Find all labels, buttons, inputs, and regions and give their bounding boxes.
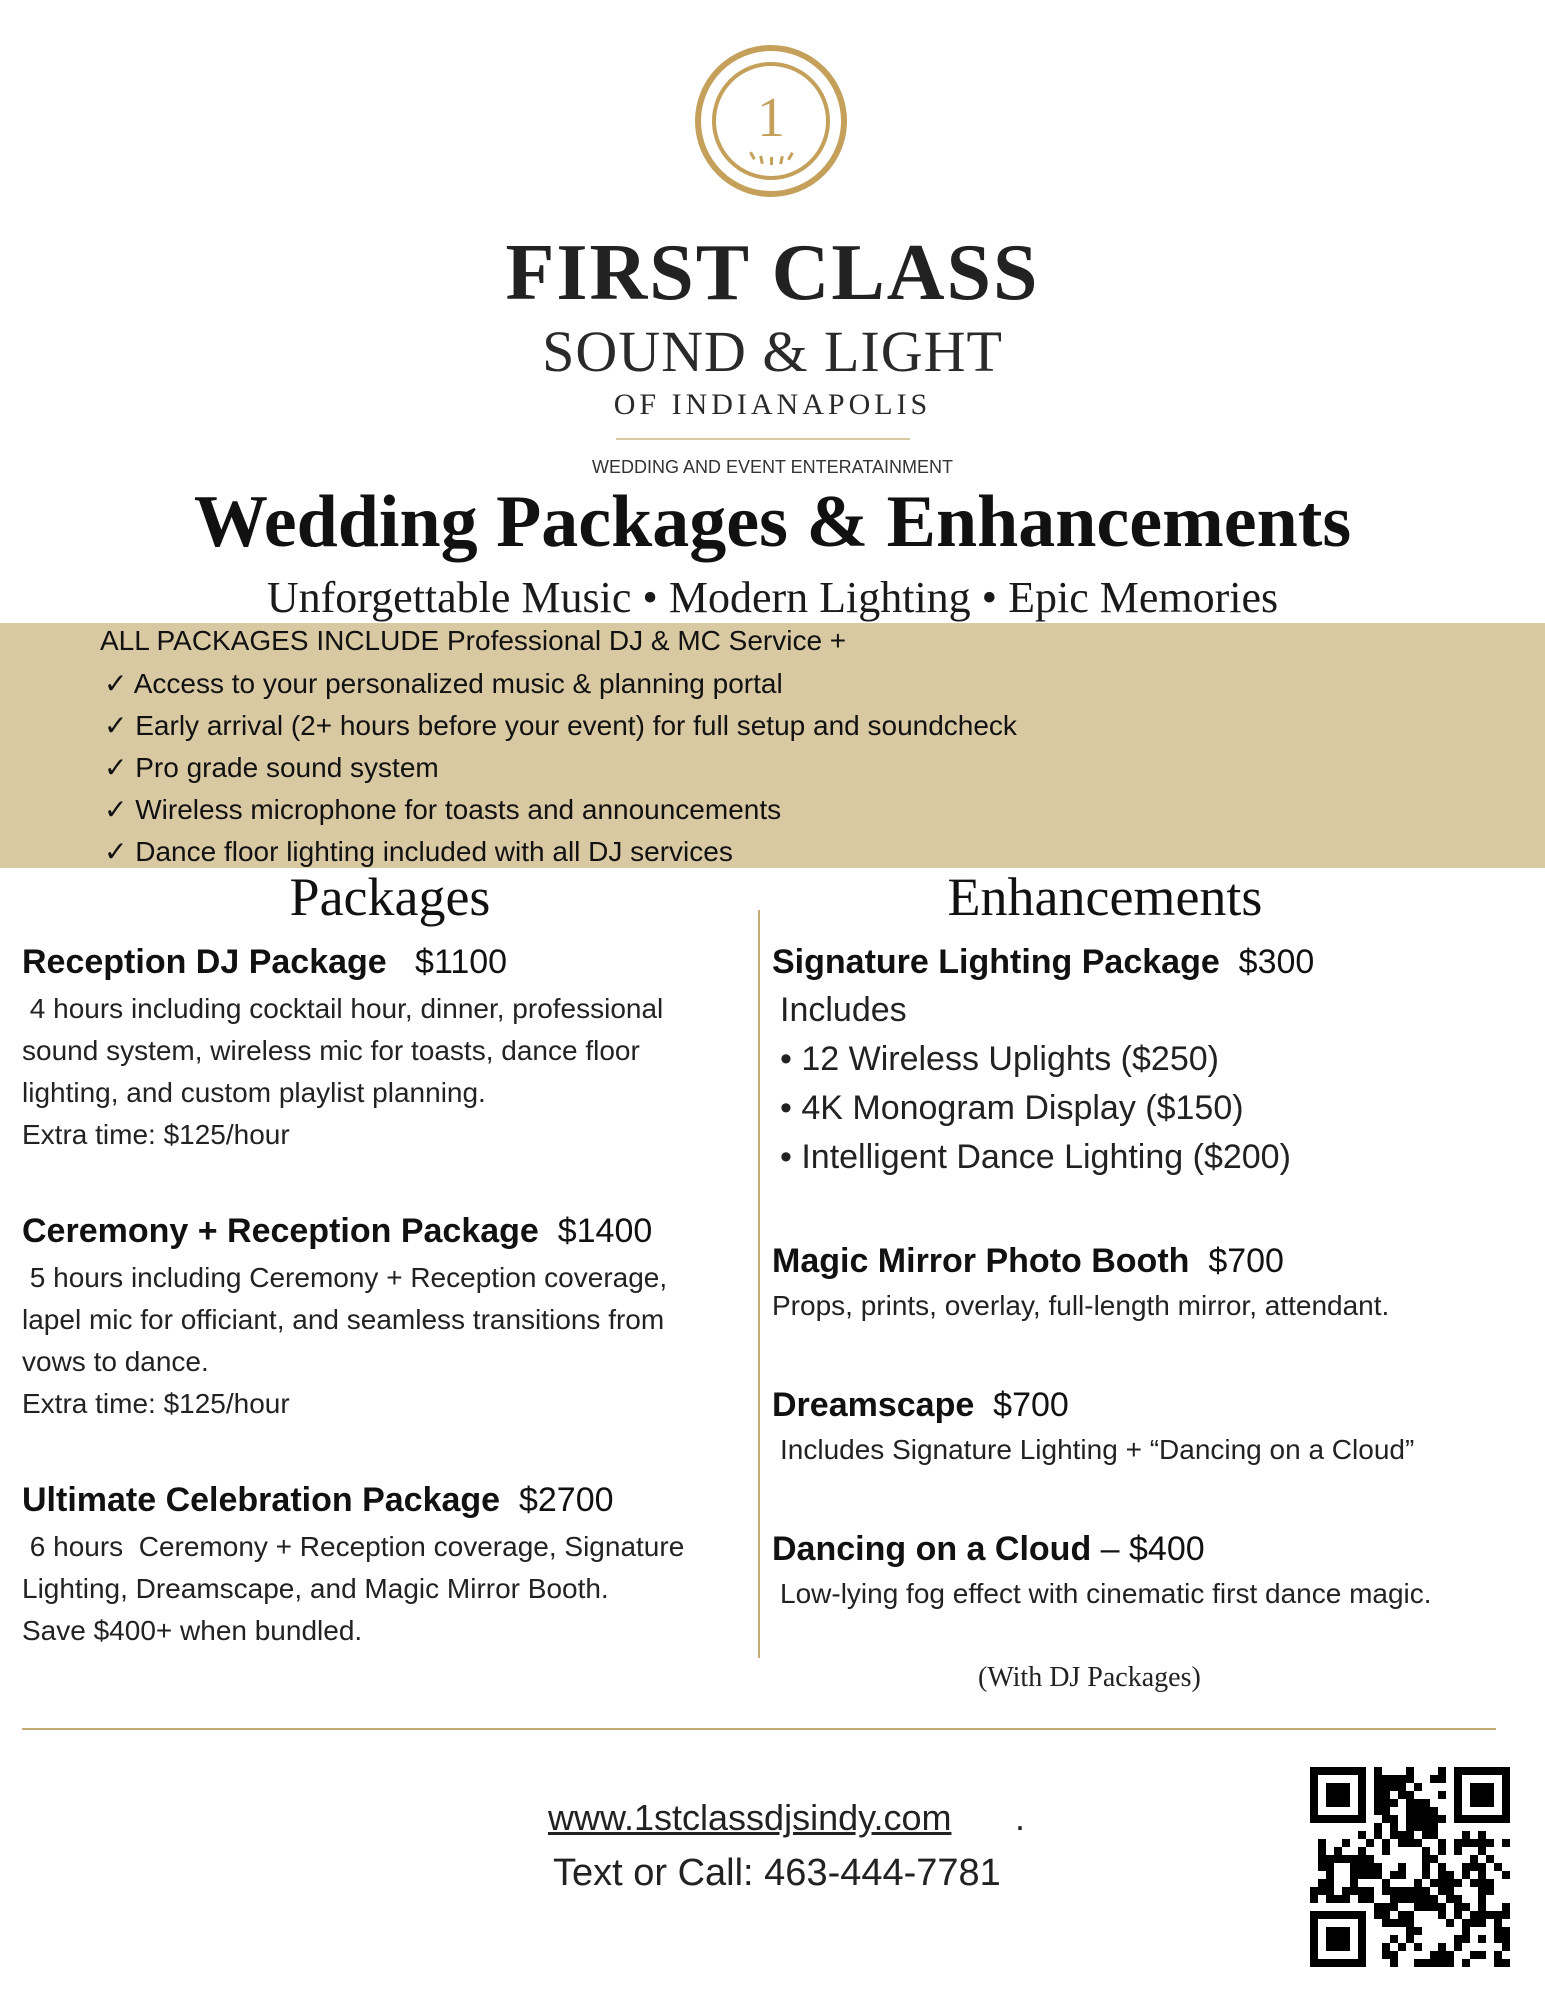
package-name: Ceremony + Reception Package [22, 1212, 539, 1250]
included-features-band [0, 623, 1545, 868]
website-suffix: . [1015, 1797, 1026, 1838]
package-price: $1100 [415, 943, 508, 981]
includes-item: • 12 Wireless Uplights ($250) [780, 1040, 1219, 1078]
phone-contact: Text or Call: 463-444-7781 [553, 1852, 1001, 1894]
enhancement-price: $700 [993, 1386, 1069, 1424]
page-subtitle: Unforgettable Music • Modern Lighting • Epic Memories [266, 573, 1279, 622]
package-ultimate [22, 1481, 684, 1652]
enhancement-price: $700 [1208, 1242, 1284, 1280]
enhancement-price: $300 [1238, 943, 1315, 981]
package-title [22, 1212, 667, 1251]
enhancement-title [772, 1242, 1389, 1281]
enhancement-description: Props, prints, overlay, full-length mirror, attendant. [772, 1290, 1390, 1321]
desc-line: 4 hours including cocktail hour, dinner, professional [22, 993, 664, 1024]
enhancement-title [772, 943, 1314, 982]
includes-label: Includes [780, 991, 907, 1029]
enhancement-includes [780, 986, 1314, 1182]
page-title: Wedding Packages & Enhancements [193, 481, 1352, 563]
included-feature: ✓ Access to your personalized music & planning portal [104, 668, 783, 699]
desc-line: Lighting, Dreamscape, and Magic Mirror Booth. [22, 1573, 609, 1604]
enhancement-name: Magic Mirror Photo Booth [772, 1242, 1190, 1280]
enhancement-name: Dreamscape [772, 1386, 975, 1424]
enhancement-description: Low-lying fog effect with cinematic first dance magic. [780, 1578, 1432, 1609]
included-feature: ✓ Wireless microphone for toasts and announcements [104, 794, 782, 825]
package-title [22, 943, 663, 982]
enhancements-heading: Enhancements [947, 867, 1263, 927]
brand-name-line3: OF INDIANAPOLIS [613, 388, 932, 421]
brand-tagline: WEDDING AND EVENT ENTERATAINMENT [591, 457, 954, 477]
qr-code-icon [1310, 1767, 1510, 1967]
enhancement-description: Includes Signature Lighting + “Dancing on a Cloud” [780, 1434, 1415, 1465]
package-description [22, 1526, 684, 1652]
website-link[interactable]: www.1stclassdjsindy.com [548, 1797, 952, 1838]
logo-emblem-icon [694, 44, 848, 198]
brand-name-line1: FIRST CLASS [505, 229, 1040, 317]
desc-line: Extra time: $125/hour [22, 1388, 290, 1419]
desc-line: vows to dance. [22, 1346, 209, 1377]
desc-line: sound system, wireless mic for toasts, dance floor [22, 1035, 640, 1066]
enhancement-price: – $400 [1091, 1530, 1205, 1568]
enhancement-name: Dancing on a Cloud [772, 1530, 1092, 1568]
enhancement-name: Signature Lighting Package [772, 943, 1220, 981]
brand-name-line2: SOUND & LIGHT [542, 319, 1003, 384]
desc-line: Extra time: $125/hour [22, 1119, 290, 1150]
included-feature: ✓ Pro grade sound system [104, 752, 439, 783]
brand-divider [616, 438, 910, 440]
enhancement-title [772, 1386, 1414, 1425]
included-heading: ALL PACKAGES INCLUDE Professional DJ & MC Service + [100, 625, 847, 656]
included-feature: ✓ Dance floor lighting included with all DJ services [104, 836, 733, 867]
package-name: Ultimate Celebration Package [22, 1481, 501, 1519]
package-description [22, 988, 663, 1156]
package-price: $2700 [518, 1481, 614, 1519]
package-title [22, 1481, 684, 1520]
enhancements-note: (With DJ Packages) [978, 1662, 1201, 1693]
footer-divider [22, 1728, 1496, 1730]
desc-line: 5 hours including Ceremony + Reception coverage, [22, 1262, 668, 1293]
enhancement-dreamscape [772, 1386, 1414, 1471]
column-divider [758, 910, 760, 1658]
package-ceremony-reception [22, 1212, 667, 1425]
desc-line: lighting, and custom playlist planning. [22, 1077, 486, 1108]
package-name: Reception DJ Package [22, 943, 387, 981]
includes-item: • Intelligent Dance Lighting ($200) [780, 1138, 1291, 1176]
enhancement-signature-lighting [772, 943, 1314, 1182]
enhancement-dancing-cloud [772, 1530, 1432, 1615]
enhancement-magic-mirror [772, 1242, 1389, 1327]
desc-line: lapel mic for officiant, and seamless transitions from [22, 1304, 665, 1335]
enhancement-title [772, 1530, 1432, 1569]
desc-line: Save $400+ when bundled. [22, 1615, 363, 1646]
package-description [22, 1257, 667, 1425]
packages-heading: Packages [289, 867, 491, 927]
includes-item: • 4K Monogram Display ($150) [780, 1089, 1244, 1127]
included-feature: ✓ Early arrival (2+ hours before your event) for full setup and soundcheck [104, 710, 1017, 741]
desc-line: 6 hours Ceremony + Reception coverage, Signature [22, 1531, 685, 1562]
logo-numeral: 1 [757, 87, 785, 149]
package-price: $1400 [557, 1212, 653, 1250]
package-reception [22, 943, 663, 1156]
